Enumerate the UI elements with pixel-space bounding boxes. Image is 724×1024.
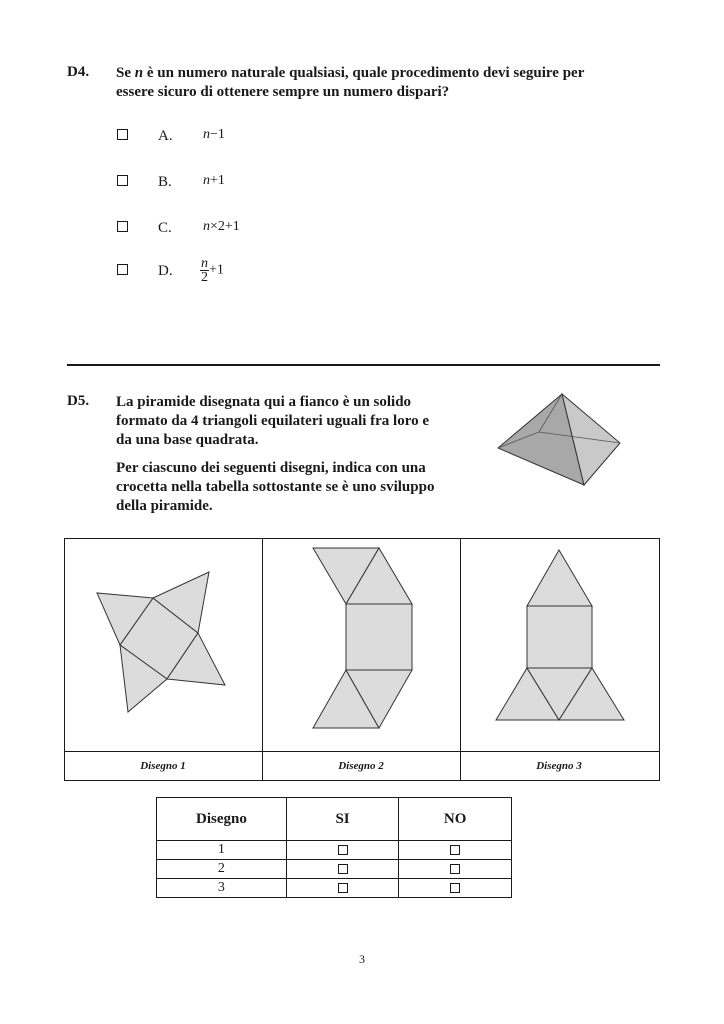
checkbox-icon[interactable] bbox=[450, 864, 460, 874]
question-number-d4: D4. bbox=[67, 64, 90, 80]
net-drawing-1 bbox=[64, 538, 262, 751]
si-checkbox-2[interactable] bbox=[286, 860, 399, 879]
table-row bbox=[157, 860, 512, 879]
row-label: 2 bbox=[157, 860, 287, 879]
row-label: 3 bbox=[157, 879, 287, 898]
option-c-letter: C. bbox=[158, 220, 172, 236]
option-b-rest: +1 bbox=[210, 173, 225, 188]
d5-para2-line3: della piramide. bbox=[116, 498, 213, 514]
question-number-d5: D5. bbox=[67, 393, 90, 409]
caption-disegno-1: Disegno 1 bbox=[140, 760, 186, 772]
grid-hline bbox=[64, 751, 660, 752]
option-d-letter: D. bbox=[158, 263, 173, 279]
header-no: NO bbox=[399, 798, 512, 841]
option-a-expression bbox=[203, 127, 225, 143]
page-number: 3 bbox=[359, 952, 365, 966]
d5-para2-line1: Per ciascuno dei seguenti disegni, indica con una bbox=[116, 460, 426, 476]
option-b-checkbox[interactable] bbox=[117, 175, 128, 186]
header-disegno: Disegno bbox=[157, 798, 287, 841]
option-a-letter: A. bbox=[158, 128, 173, 144]
question-d4-line1-end: è un numero naturale qualsiasi, quale procedimento devi seguire per bbox=[143, 65, 585, 81]
option-a-rest: −1 bbox=[210, 127, 225, 142]
d5-para2-line2: crocetta nella tabella sottostante se è uno sviluppo bbox=[116, 479, 435, 495]
checkbox-icon[interactable] bbox=[338, 845, 348, 855]
d5-para1-line3: da una base quadrata. bbox=[116, 432, 259, 448]
option-d-denominator: 2 bbox=[201, 270, 208, 285]
net3-square bbox=[527, 606, 592, 668]
no-checkbox-2[interactable] bbox=[399, 860, 512, 879]
option-c-rest: ×2+1 bbox=[210, 219, 240, 234]
option-c-var: n bbox=[203, 219, 210, 234]
option-b-expression bbox=[203, 173, 225, 189]
answer-table-header bbox=[157, 798, 512, 841]
option-a-var: n bbox=[203, 127, 210, 142]
caption-disegno-3: Disegno 3 bbox=[536, 760, 582, 772]
question-d4-line2: essere sicuro di ottenere sempre un numero dispari? bbox=[116, 84, 450, 100]
si-checkbox-1[interactable] bbox=[286, 841, 399, 860]
option-d-checkbox[interactable] bbox=[117, 264, 128, 275]
pyramid-illustration bbox=[494, 392, 624, 488]
option-b-letter: B. bbox=[158, 174, 172, 190]
d5-para1-line1: La piramide disegnata qui a fianco è un solido bbox=[116, 394, 412, 410]
checkbox-icon[interactable] bbox=[338, 864, 348, 874]
net-drawing-3 bbox=[460, 538, 658, 751]
question-text-d5-para2 bbox=[116, 459, 486, 516]
caption-disegno-2: Disegno 2 bbox=[338, 760, 384, 772]
checkbox-icon[interactable] bbox=[450, 883, 460, 893]
table-row bbox=[157, 879, 512, 898]
option-d-expression bbox=[200, 257, 224, 284]
header-si: SI bbox=[286, 798, 399, 841]
option-d-fraction bbox=[200, 257, 209, 284]
section-divider bbox=[67, 364, 660, 366]
option-a-checkbox[interactable] bbox=[117, 129, 128, 140]
si-checkbox-3[interactable] bbox=[286, 879, 399, 898]
row-label: 1 bbox=[157, 841, 287, 860]
checkbox-icon[interactable] bbox=[338, 883, 348, 893]
net-drawing-2 bbox=[262, 538, 460, 751]
checkbox-icon[interactable] bbox=[450, 845, 460, 855]
d5-para1-line2: formato da 4 triangoli equilateri uguali fra loro e bbox=[116, 413, 430, 429]
no-checkbox-1[interactable] bbox=[399, 841, 512, 860]
net3-triangle-top bbox=[527, 550, 592, 606]
question-text-d4 bbox=[116, 64, 676, 102]
option-d-numerator: n bbox=[201, 256, 208, 271]
table-row bbox=[157, 841, 512, 860]
option-d-rest: +1 bbox=[209, 262, 224, 278]
net2-square bbox=[346, 604, 412, 670]
option-c-checkbox[interactable] bbox=[117, 221, 128, 232]
answer-table bbox=[156, 797, 512, 898]
no-checkbox-3[interactable] bbox=[399, 879, 512, 898]
question-d4-line1-start: Se bbox=[116, 65, 135, 81]
question-d4-variable: n bbox=[134, 65, 144, 81]
option-b-var: n bbox=[203, 173, 210, 188]
question-text-d5-para1 bbox=[116, 393, 486, 450]
option-c-expression bbox=[203, 219, 240, 235]
